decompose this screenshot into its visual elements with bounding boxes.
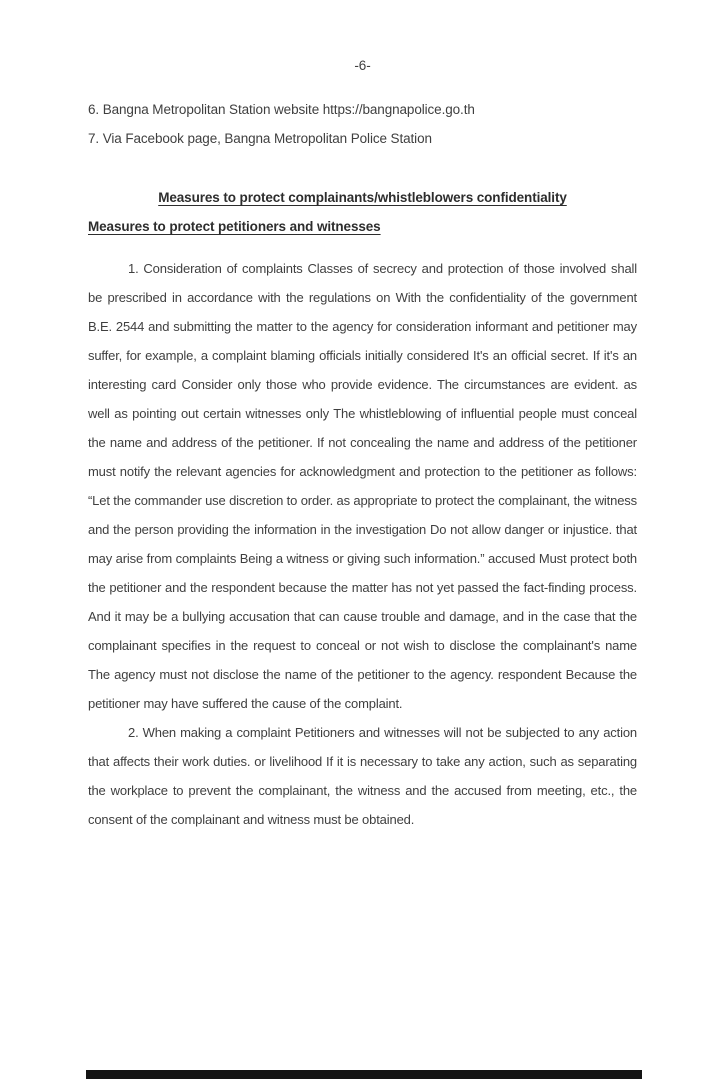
paragraph-secrecy-consideration: 1. Consideration of complaints Classes of secrecy and protection of those involved shall be prescribed in accordance with the regulations on With the confidentiality of the government B.E. 2544 and submitting the matter to the agency for consideration informant and petitioner may suffer, for example, a complaint blaming officials initially considered It's an official secret. If it's an interesting card Consider only those who provide evidence. The circumstances are evident. as well as pointing out certain witnesses only The whistleblowing of influential people must conceal the name and address of the petitioner. If not concealing the name and address of the petitioner must notify the relevant agencies for acknowledgment and protection to the petitioner as follows: “Let the commander use discretion to order. as appropriate to protect the complainant, the witness and the person providing the information in the investigation Do not allow danger or injustice. that may arise from complaints Being a witness or giving such information.” accused Must protect both the petitioner and the respondent because the matter has not yet passed the fact-finding process. And it may be a bullying accusation that can cause trouble and damage, and in the case that the complainant specifies in the request to conceal or not wish to disclose the complainant's name The agency must not disclose the name of the petitioner to the agency. respondent Because the petitioner may have suffered the cause of the complaint.: [88, 261, 637, 711]
document-page: [0, 57, 725, 1081]
section-heading-sub-text: Measures to protect petitioners and witnesses: [88, 219, 381, 234]
section-heading-sub: [88, 212, 637, 241]
channel-item-website: 6. Bangna Metropolitan Station website https://bangnapolice.go.th: [88, 102, 475, 117]
paragraph-complaint-protection: 2. When making a complaint Petitioners and witnesses will not be subjected to any action that affects their work duties. or livelihood If it is necessary to take any action, such as separating the workplace to prevent the complainant, the witness and the accused from meeting, etc., the consent of the complainant and witness must be obtained.: [88, 725, 637, 827]
channel-item-facebook: 7. Via Facebook page, Bangna Metropolitan Police Station: [88, 131, 432, 146]
page-number: -6-: [354, 58, 371, 73]
channel-list: [88, 95, 637, 153]
scan-artifact-bar: [86, 1070, 642, 1079]
section-heading-main: [88, 183, 637, 212]
section-heading-main-text: Measures to protect complainants/whistleblowers confidentiality: [158, 190, 567, 205]
